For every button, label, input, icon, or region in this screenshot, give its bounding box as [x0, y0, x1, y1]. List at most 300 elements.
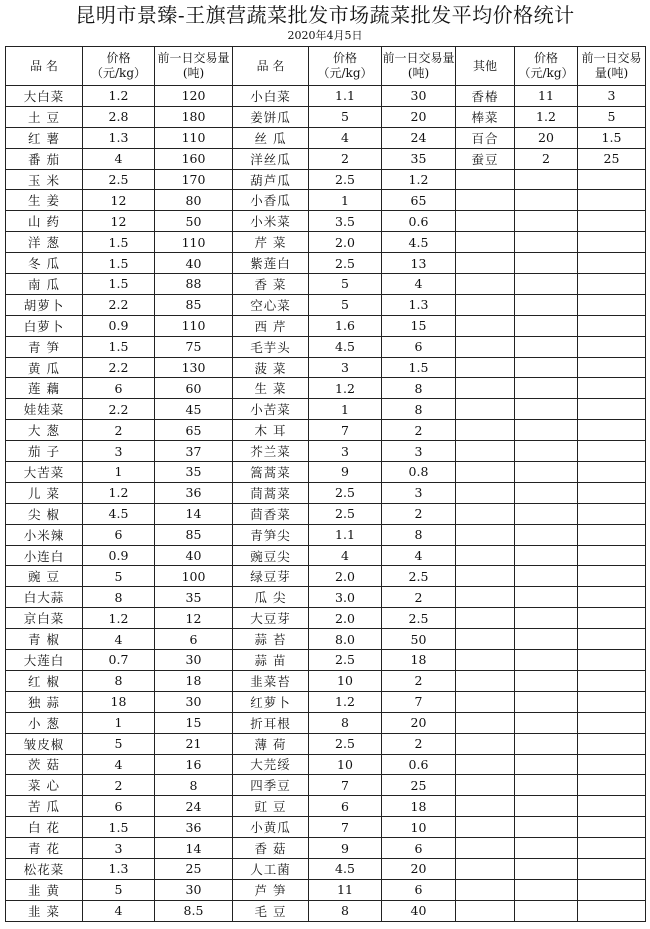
item-price: [515, 545, 578, 566]
item-name: 毛芋头: [233, 336, 309, 357]
item-volume: [578, 858, 646, 879]
item-price: 1.2: [309, 378, 382, 399]
item-price: [515, 608, 578, 629]
item-volume: 7: [382, 691, 456, 712]
item-volume: [578, 420, 646, 441]
table-row: [6, 378, 646, 399]
item-name: 百合: [456, 127, 515, 148]
item-price: 4: [309, 127, 382, 148]
item-name: 京白菜: [6, 608, 83, 629]
item-price: 4.5: [309, 336, 382, 357]
item-price: 6: [83, 796, 155, 817]
item-price: 10: [309, 754, 382, 775]
item-name: [456, 190, 515, 211]
item-volume: 36: [155, 482, 233, 503]
item-volume: [578, 503, 646, 524]
item-price: [515, 399, 578, 420]
item-volume: [578, 336, 646, 357]
item-name: 豇 豆: [233, 796, 309, 817]
item-price: 2.2: [83, 399, 155, 420]
item-volume: [578, 900, 646, 921]
item-volume: [578, 294, 646, 315]
item-price: [515, 420, 578, 441]
item-price: 1.5: [83, 253, 155, 274]
item-volume: 50: [155, 211, 233, 232]
item-name: 茨 菇: [6, 754, 83, 775]
item-name: 红 椒: [6, 670, 83, 691]
item-volume: 110: [155, 127, 233, 148]
item-name: 大白菜: [6, 86, 83, 107]
item-volume: 20: [382, 858, 456, 879]
item-price: 7: [309, 775, 382, 796]
item-name: [456, 629, 515, 650]
item-price: 3: [83, 441, 155, 462]
table-row: [6, 754, 646, 775]
item-volume: [578, 190, 646, 211]
item-name: 大芫绥: [233, 754, 309, 775]
item-price: 1.5: [83, 274, 155, 295]
header-price-2: 价格（元/kg）: [309, 47, 382, 86]
item-volume: 160: [155, 148, 233, 169]
item-price: [515, 378, 578, 399]
item-volume: 2.5: [382, 566, 456, 587]
item-volume: [578, 378, 646, 399]
item-price: [515, 566, 578, 587]
item-price: [515, 650, 578, 671]
item-name: 洋 葱: [6, 232, 83, 253]
item-price: 2.0: [309, 608, 382, 629]
item-volume: 0.6: [382, 754, 456, 775]
item-volume: 2.5: [382, 608, 456, 629]
item-name: 冬 瓜: [6, 253, 83, 274]
header-volume-3: 前一日交易量(吨): [578, 47, 646, 86]
item-name: 黄 瓜: [6, 357, 83, 378]
item-price: [515, 294, 578, 315]
item-name: [456, 587, 515, 608]
item-volume: [578, 796, 646, 817]
item-name: [456, 900, 515, 921]
item-volume: 20: [382, 712, 456, 733]
item-name: 小 葱: [6, 712, 83, 733]
item-name: 茴香菜: [233, 503, 309, 524]
item-name: 篙蒿菜: [233, 462, 309, 483]
item-name: [456, 503, 515, 524]
item-volume: 25: [155, 858, 233, 879]
item-volume: 85: [155, 294, 233, 315]
item-volume: 8: [155, 775, 233, 796]
item-volume: [578, 691, 646, 712]
item-price: 3: [83, 838, 155, 859]
item-volume: 1.2: [382, 169, 456, 190]
item-name: [456, 566, 515, 587]
item-price: 1: [309, 399, 382, 420]
item-volume: 80: [155, 190, 233, 211]
item-volume: 15: [382, 315, 456, 336]
item-volume: 6: [382, 336, 456, 357]
table-row: [6, 148, 646, 169]
item-name: [456, 838, 515, 859]
table-row: [6, 294, 646, 315]
item-price: 5: [83, 566, 155, 587]
price-table: [5, 46, 646, 922]
item-volume: 6: [382, 879, 456, 900]
item-volume: 35: [155, 462, 233, 483]
item-price: 5: [309, 294, 382, 315]
item-volume: 4: [382, 274, 456, 295]
item-name: [456, 482, 515, 503]
item-volume: 21: [155, 733, 233, 754]
item-price: 8: [83, 587, 155, 608]
item-name: 小米菜: [233, 211, 309, 232]
item-name: [456, 879, 515, 900]
item-price: 6: [83, 378, 155, 399]
item-name: 青 椒: [6, 629, 83, 650]
item-volume: 40: [155, 253, 233, 274]
item-volume: 170: [155, 169, 233, 190]
item-price: [515, 587, 578, 608]
item-volume: 3: [382, 441, 456, 462]
item-price: [515, 190, 578, 211]
table-row: [6, 274, 646, 295]
item-volume: [578, 441, 646, 462]
item-price: 2.5: [309, 503, 382, 524]
item-price: 1.1: [309, 86, 382, 107]
item-price: 9: [309, 462, 382, 483]
item-name: 折耳根: [233, 712, 309, 733]
item-volume: 14: [155, 838, 233, 859]
item-price: [515, 274, 578, 295]
item-price: 5: [309, 274, 382, 295]
item-volume: 30: [155, 650, 233, 671]
item-volume: 30: [155, 879, 233, 900]
item-name: [456, 399, 515, 420]
item-name: 紫莲白: [233, 253, 309, 274]
item-price: [515, 858, 578, 879]
item-price: [515, 796, 578, 817]
item-price: 1.5: [83, 336, 155, 357]
item-price: [515, 524, 578, 545]
item-price: 1: [309, 190, 382, 211]
table-row: [6, 190, 646, 211]
item-price: 2.5: [309, 482, 382, 503]
item-volume: [578, 775, 646, 796]
item-price: 2: [83, 420, 155, 441]
item-volume: [578, 712, 646, 733]
item-price: 2.5: [309, 169, 382, 190]
item-price: [515, 754, 578, 775]
item-name: 小苦菜: [233, 399, 309, 420]
item-price: 4: [309, 545, 382, 566]
item-volume: [578, 482, 646, 503]
header-name-2: 品 名: [233, 47, 309, 86]
item-price: 4.5: [309, 858, 382, 879]
item-volume: 50: [382, 629, 456, 650]
item-price: [515, 670, 578, 691]
item-volume: 20: [382, 106, 456, 127]
item-volume: [578, 315, 646, 336]
item-name: 韭 菜: [6, 900, 83, 921]
item-name: 儿 菜: [6, 482, 83, 503]
item-name: 小白菜: [233, 86, 309, 107]
item-price: 4: [83, 754, 155, 775]
item-volume: 25: [382, 775, 456, 796]
item-name: [456, 858, 515, 879]
item-name: 绿豆芽: [233, 566, 309, 587]
item-name: 香 菇: [233, 838, 309, 859]
item-price: [515, 503, 578, 524]
item-price: 4: [83, 629, 155, 650]
item-price: 4: [83, 148, 155, 169]
item-name: [456, 733, 515, 754]
item-name: 蒜 苔: [233, 629, 309, 650]
item-price: 2.0: [309, 232, 382, 253]
report-date: 2020年4月5日: [287, 29, 363, 42]
item-price: [515, 357, 578, 378]
item-name: 皱皮椒: [6, 733, 83, 754]
item-volume: [578, 608, 646, 629]
item-name: [456, 650, 515, 671]
item-name: 蚕豆: [456, 148, 515, 169]
item-name: 娃娃菜: [6, 399, 83, 420]
item-volume: 36: [155, 817, 233, 838]
item-name: 红萝卜: [233, 691, 309, 712]
item-name: 小香瓜: [233, 190, 309, 211]
item-name: [456, 712, 515, 733]
item-price: [515, 462, 578, 483]
item-price: [515, 232, 578, 253]
item-name: 莲 藕: [6, 378, 83, 399]
item-name: [456, 315, 515, 336]
item-price: 7: [309, 817, 382, 838]
item-price: 5: [83, 879, 155, 900]
item-name: [456, 775, 515, 796]
item-volume: 2: [382, 733, 456, 754]
item-volume: 45: [155, 399, 233, 420]
item-volume: 12: [155, 608, 233, 629]
item-name: 薄 荷: [233, 733, 309, 754]
item-name: 南 瓜: [6, 274, 83, 295]
item-price: [515, 900, 578, 921]
item-price: 2.2: [83, 357, 155, 378]
item-volume: [578, 232, 646, 253]
item-volume: 1.5: [382, 357, 456, 378]
item-volume: 3: [578, 86, 646, 107]
header-volume-2: 前一日交易量(吨): [382, 47, 456, 86]
item-name: [456, 796, 515, 817]
item-name: 芥兰菜: [233, 441, 309, 462]
item-volume: 2: [382, 670, 456, 691]
item-name: 番 茄: [6, 148, 83, 169]
item-name: 山 药: [6, 211, 83, 232]
item-name: 红 薯: [6, 127, 83, 148]
item-name: 大豆芽: [233, 608, 309, 629]
item-name: 白 花: [6, 817, 83, 838]
item-volume: 40: [382, 900, 456, 921]
item-name: 小连白: [6, 545, 83, 566]
item-volume: 65: [382, 190, 456, 211]
item-price: 3.0: [309, 587, 382, 608]
item-price: 1: [83, 462, 155, 483]
item-name: [456, 545, 515, 566]
item-price: 8: [309, 712, 382, 733]
table-row: [6, 650, 646, 671]
table-row: [6, 211, 646, 232]
item-price: 1.3: [83, 127, 155, 148]
item-name: 玉 米: [6, 169, 83, 190]
item-price: 2.5: [83, 169, 155, 190]
item-name: 木 耳: [233, 420, 309, 441]
item-name: 芹 菜: [233, 232, 309, 253]
item-price: 18: [83, 691, 155, 712]
table-row: [6, 545, 646, 566]
item-volume: 110: [155, 315, 233, 336]
item-volume: 35: [382, 148, 456, 169]
item-volume: [578, 545, 646, 566]
item-name: 土 豆: [6, 106, 83, 127]
item-price: 11: [515, 86, 578, 107]
item-volume: 60: [155, 378, 233, 399]
table-row: [6, 127, 646, 148]
item-name: 菜 心: [6, 775, 83, 796]
item-name: 人工菌: [233, 858, 309, 879]
item-volume: 35: [155, 587, 233, 608]
item-volume: 13: [382, 253, 456, 274]
item-price: [515, 315, 578, 336]
item-volume: 24: [155, 796, 233, 817]
item-name: 青 笋: [6, 336, 83, 357]
item-name: 香椿: [456, 86, 515, 107]
table-row: [6, 253, 646, 274]
table-row: [6, 462, 646, 483]
item-volume: 8: [382, 378, 456, 399]
item-volume: 5: [578, 106, 646, 127]
item-volume: [578, 817, 646, 838]
table-row: [6, 106, 646, 127]
table-row: [6, 399, 646, 420]
item-price: 7: [309, 420, 382, 441]
item-price: 6: [83, 524, 155, 545]
item-volume: [578, 629, 646, 650]
item-price: 3.5: [309, 211, 382, 232]
item-price: 0.7: [83, 650, 155, 671]
item-price: 1.5: [83, 232, 155, 253]
item-name: 小米辣: [6, 524, 83, 545]
item-volume: 65: [155, 420, 233, 441]
item-price: 2: [83, 775, 155, 796]
item-price: 12: [83, 211, 155, 232]
item-name: [456, 817, 515, 838]
item-name: 韭菜苔: [233, 670, 309, 691]
item-volume: [578, 754, 646, 775]
item-volume: 40: [155, 545, 233, 566]
item-name: 大莲白: [6, 650, 83, 671]
item-name: [456, 357, 515, 378]
item-name: 白大蒜: [6, 587, 83, 608]
item-price: [515, 691, 578, 712]
item-volume: 75: [155, 336, 233, 357]
item-volume: [578, 399, 646, 420]
item-price: 0.9: [83, 545, 155, 566]
item-price: [515, 169, 578, 190]
table-row: [6, 503, 646, 524]
item-price: 4: [83, 900, 155, 921]
item-name: [456, 462, 515, 483]
item-volume: 18: [155, 670, 233, 691]
item-volume: 18: [382, 650, 456, 671]
item-name: [456, 441, 515, 462]
item-name: [456, 608, 515, 629]
item-price: 1.2: [515, 106, 578, 127]
item-name: [456, 294, 515, 315]
item-price: 2: [309, 148, 382, 169]
item-name: 青 花: [6, 838, 83, 859]
item-price: 2: [515, 148, 578, 169]
table-row: [6, 524, 646, 545]
item-name: [456, 169, 515, 190]
item-name: 松花菜: [6, 858, 83, 879]
item-price: [515, 817, 578, 838]
table-row: [6, 336, 646, 357]
item-name: 茼蒿菜: [233, 482, 309, 503]
item-volume: 6: [155, 629, 233, 650]
item-price: 1.2: [83, 482, 155, 503]
item-name: [456, 232, 515, 253]
item-volume: 180: [155, 106, 233, 127]
item-name: [456, 274, 515, 295]
item-price: [515, 253, 578, 274]
table-row: [6, 712, 646, 733]
item-price: [515, 838, 578, 859]
item-price: 2.8: [83, 106, 155, 127]
table-row: [6, 858, 646, 879]
item-name: 香 菜: [233, 274, 309, 295]
item-price: 5: [309, 106, 382, 127]
table-row: [6, 608, 646, 629]
item-name: 豌 豆: [6, 566, 83, 587]
item-price: [515, 211, 578, 232]
item-name: [456, 378, 515, 399]
item-volume: [578, 253, 646, 274]
item-volume: [578, 462, 646, 483]
item-name: 大苦菜: [6, 462, 83, 483]
item-price: 9: [309, 838, 382, 859]
item-volume: 2: [382, 587, 456, 608]
table-row: [6, 357, 646, 378]
item-price: 8: [83, 670, 155, 691]
item-volume: 3: [382, 482, 456, 503]
item-price: 10: [309, 670, 382, 691]
item-price: [515, 336, 578, 357]
page-title: 昆明市景臻-王旗营蔬菜批发市场蔬菜批发平均价格统计: [75, 3, 575, 27]
item-volume: 30: [382, 86, 456, 107]
item-volume: 10: [382, 817, 456, 838]
item-price: 1.6: [309, 315, 382, 336]
item-name: 茄 子: [6, 441, 83, 462]
item-volume: [578, 587, 646, 608]
item-volume: [578, 566, 646, 587]
item-volume: 1.5: [578, 127, 646, 148]
item-name: 西 芹: [233, 315, 309, 336]
item-volume: 8: [382, 524, 456, 545]
item-price: 1.2: [83, 608, 155, 629]
item-volume: 2: [382, 503, 456, 524]
item-name: [456, 754, 515, 775]
item-volume: 14: [155, 503, 233, 524]
item-price: [515, 712, 578, 733]
item-name: [456, 211, 515, 232]
item-price: 20: [515, 127, 578, 148]
item-volume: [578, 524, 646, 545]
